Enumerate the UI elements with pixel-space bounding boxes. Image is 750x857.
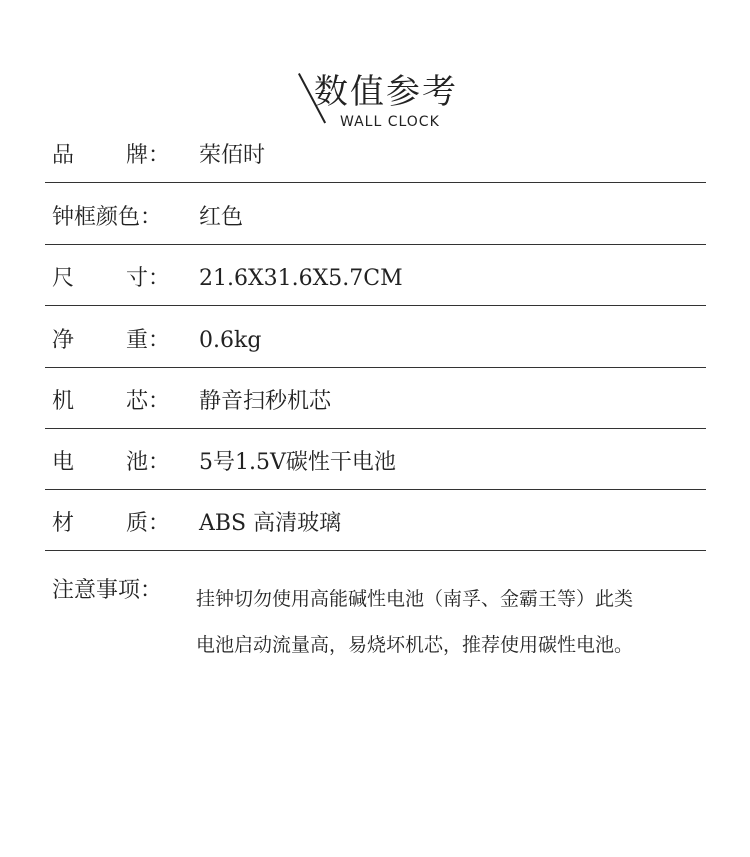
spec-label: 品 牌： <box>52 143 170 168</box>
spec-row-brand <box>45 127 706 183</box>
notes-line: 挂钟切勿使用高能碱性电池（南孚、金霸王等）此类 <box>196 588 634 610</box>
header <box>0 0 750 140</box>
spec-label: 机 芯： <box>52 389 170 414</box>
spec-value: ABS 高清玻璃 <box>199 511 342 536</box>
spec-label: 电 池： <box>52 450 170 475</box>
notes-text <box>196 576 708 668</box>
spec-value: 荣佰时 <box>199 143 266 168</box>
spec-row-weight <box>45 306 706 368</box>
spec-row-battery <box>45 429 706 490</box>
spec-value: 21.6X31.6X5.7CM <box>199 266 403 291</box>
spec-value: 5号1.5V碳性干电池 <box>199 450 396 475</box>
spec-row-size <box>45 245 706 306</box>
notes-label: 注意事项： <box>52 578 163 603</box>
spec-label: 尺 寸： <box>52 266 170 291</box>
spec-label: 材 质： <box>52 511 170 536</box>
spec-value: 静音扫秒机芯 <box>199 389 332 414</box>
spec-row-material <box>45 490 706 551</box>
spec-label: 净 重： <box>52 328 170 353</box>
spec-label: 钟框颜色： <box>52 205 163 230</box>
page-title: 数值参考 <box>314 72 458 112</box>
spec-value: 红色 <box>199 205 244 230</box>
spec-row-frame-color <box>45 183 706 245</box>
spec-value: 0.6kg <box>199 328 262 353</box>
spec-table <box>45 127 706 551</box>
notes-line: 电池启动流量高，易烧坏机芯，推荐使用碳性电池。 <box>196 634 634 656</box>
spec-row-movement <box>45 368 706 429</box>
page-subtitle: WALL CLOCK <box>340 114 440 130</box>
